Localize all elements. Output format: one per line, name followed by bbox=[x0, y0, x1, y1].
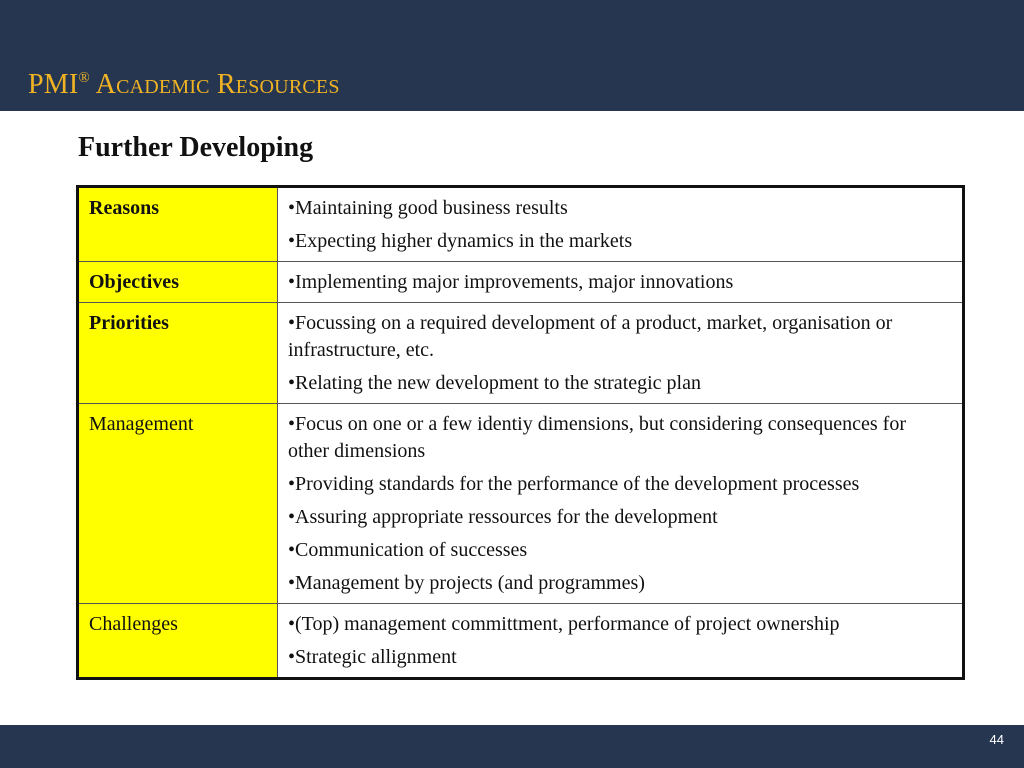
brand-title bbox=[28, 62, 340, 101]
list-item: •Implementing major improvements, major innovations bbox=[288, 271, 734, 293]
list-item: •Providing standards for the performance of the development processes bbox=[288, 473, 860, 495]
list-item: •Focussing on a required development of a product, market, organisation or infrastructure, etc. bbox=[288, 312, 893, 361]
footer-bar bbox=[0, 725, 1024, 768]
list-item: •Relating the new development to the strategic plan bbox=[288, 372, 701, 394]
list-item: •Focus on one or a few identiy dimensions, but considering consequences for other dimensions bbox=[288, 413, 906, 462]
row-items bbox=[278, 262, 964, 303]
list-item: •Communication of successes bbox=[288, 539, 528, 561]
brand-name: PMI bbox=[28, 69, 79, 100]
header-bar bbox=[0, 0, 1024, 111]
list-item: •Maintaining good business results bbox=[288, 197, 568, 219]
row-label: Reasons bbox=[78, 187, 278, 262]
list-item: •Assuring appropriate ressources for the development bbox=[288, 506, 718, 528]
row-label: Challenges bbox=[78, 604, 278, 679]
row-label: Objectives bbox=[78, 262, 278, 303]
slide-title: Further Developing bbox=[78, 132, 314, 163]
content-table bbox=[76, 185, 965, 680]
table-row-challenges bbox=[78, 604, 964, 679]
row-items bbox=[278, 187, 964, 262]
table-row-objectives bbox=[78, 262, 964, 303]
brand-suffix: Academic Resources bbox=[90, 69, 340, 100]
list-item: •(Top) management committment, performance of project ownership bbox=[288, 613, 840, 635]
row-label: Priorities bbox=[78, 303, 278, 404]
row-items bbox=[278, 303, 964, 404]
page-number: 44 bbox=[989, 732, 1004, 747]
table-row-management bbox=[78, 404, 964, 604]
row-label: Management bbox=[78, 404, 278, 604]
registered-mark: ® bbox=[78, 70, 91, 86]
table-row-priorities bbox=[78, 303, 964, 404]
list-item: •Strategic allignment bbox=[288, 646, 457, 668]
table-row-reasons bbox=[78, 187, 964, 262]
row-items bbox=[278, 604, 964, 679]
row-items bbox=[278, 404, 964, 604]
list-item: •Management by projects (and programmes) bbox=[288, 572, 645, 594]
list-item: •Expecting higher dynamics in the markets bbox=[288, 230, 633, 252]
